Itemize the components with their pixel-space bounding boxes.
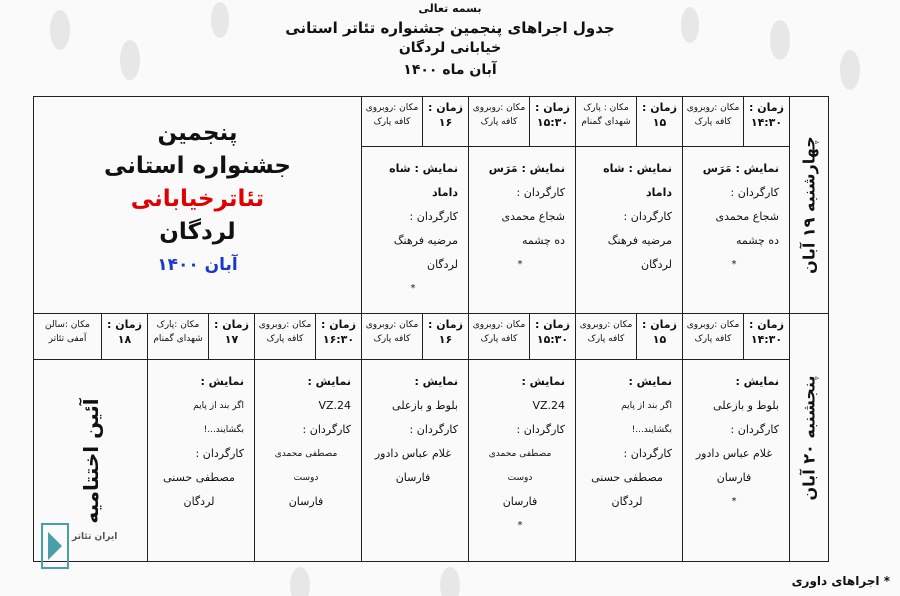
- time-value: ۱۴:۳۰: [750, 116, 783, 129]
- poster-line4: لردگان: [159, 219, 236, 245]
- city: لردگان: [183, 495, 215, 508]
- day1-label: [790, 97, 829, 314]
- time-label: زمان :: [428, 318, 463, 331]
- day2-slot1-time: [744, 314, 790, 360]
- place-label: مکان :روبروی: [579, 320, 633, 330]
- day2-slot7-place: [34, 314, 102, 360]
- show-label: نمایش :: [521, 375, 565, 388]
- show-title: بلوط و بازعلی: [392, 399, 458, 412]
- director-label: کارگردان :: [516, 423, 565, 436]
- time-label: زمان :: [749, 101, 784, 114]
- director-name: مصطفی محمدی دوست: [488, 449, 552, 483]
- show-title: نمایش : شاه داماد: [389, 162, 458, 199]
- day1-slot4-place: [362, 97, 423, 147]
- jury-star: *: [517, 520, 523, 531]
- day1-slot2-place: [576, 97, 637, 147]
- place-value: کافه پارک: [587, 334, 625, 344]
- city: فارسان: [395, 471, 431, 484]
- place-value: کافه پارک: [694, 117, 732, 127]
- time-value: ۱۵: [652, 333, 667, 346]
- closing-label: آئین اختتامیه: [78, 397, 103, 524]
- show-title: نمایش : مَرَس: [488, 162, 565, 175]
- place-label: مکان :روبروی: [365, 103, 419, 113]
- day1-slot3-show: [469, 147, 576, 314]
- director-name: مصطفی حسنی: [163, 471, 235, 484]
- time-value: ۱۷: [224, 333, 239, 346]
- show-title: VZ.24: [318, 399, 351, 412]
- time-label: زمان :: [214, 318, 249, 331]
- day2-slot3-time: [530, 314, 576, 360]
- day1-slot2-time: [637, 97, 683, 147]
- day1-slot1-time: [744, 97, 790, 147]
- place-value: کافه پارک: [373, 334, 411, 344]
- day2-label: [790, 314, 829, 562]
- show-title: نمایش : مَرَس: [702, 162, 779, 175]
- iran-theater-logo-icon: [40, 522, 70, 570]
- day1-slot4-show: [362, 147, 469, 314]
- day1-name: چهارشنبه ۱۹ آبان: [799, 136, 819, 274]
- place-value: کافه پارک: [480, 117, 518, 127]
- jury-star: *: [731, 259, 737, 270]
- place-label: مکان :روبروی: [472, 320, 526, 330]
- director-label: کارگردان :: [623, 447, 672, 460]
- day2-slot6-place: [148, 314, 209, 360]
- director-label: کارگردان :: [623, 210, 672, 223]
- show-title: اگر بند از پایم بگشایند...!: [621, 401, 672, 435]
- schedule-table: [33, 96, 829, 562]
- jury-star: *: [517, 259, 523, 270]
- day2-slot4-show: [362, 360, 469, 562]
- city: فارسان: [716, 471, 752, 484]
- place-label: مکان :پارک: [156, 320, 200, 330]
- place-label: مکان :روبروی: [365, 320, 419, 330]
- place-label: مکان :روبروی: [686, 320, 740, 330]
- place-value: آمفی تئاتر: [48, 334, 87, 344]
- day2-slot5-time: [316, 314, 362, 360]
- place-value: شهدای گمنام: [581, 117, 631, 127]
- show-title: بلوط و بازعلی: [713, 399, 779, 412]
- director-name: غلام عباس دادور: [695, 447, 773, 460]
- day2-slot4-time: [423, 314, 469, 360]
- director-name: مرضیه فرهنگ: [607, 234, 672, 247]
- time-value: ۱۵: [652, 116, 667, 129]
- header-title: جدول اجراهای پنجمین جشنواره تئاتر استانی: [285, 19, 615, 37]
- time-label: زمان :: [428, 101, 463, 114]
- time-label: زمان :: [321, 318, 356, 331]
- day2-slot3-place: [469, 314, 530, 360]
- day1-slot2-show: [576, 147, 683, 314]
- day2-slot6-time: [209, 314, 255, 360]
- city: ده چشمه: [735, 234, 779, 247]
- day2-slot2-time: [637, 314, 683, 360]
- place-label: مکان : پارک: [583, 103, 629, 113]
- show-title: VZ.24: [532, 399, 565, 412]
- time-label: زمان :: [642, 318, 677, 331]
- watermark-text: ایران تئاتر: [72, 532, 118, 542]
- poster-line1: پنجمین: [157, 120, 238, 146]
- place-value: کافه پارک: [694, 334, 732, 344]
- day2-slot5-place: [255, 314, 316, 360]
- director-name: مصطفی محمدی دوست: [274, 449, 338, 483]
- day2-slot4-place: [362, 314, 423, 360]
- city: لردگان: [641, 258, 672, 271]
- jury-star: *: [731, 496, 737, 507]
- header-basmala: بسمه تعالی: [418, 2, 482, 15]
- city: لردگان: [611, 495, 643, 508]
- show-title: نمایش : شاه داماد: [603, 162, 672, 199]
- festival-poster: [34, 97, 362, 314]
- place-label: مکان :روبروی: [686, 103, 740, 113]
- director-label: کارگردان :: [409, 423, 458, 436]
- city: فارسان: [288, 495, 324, 508]
- place-value: کافه پارک: [266, 334, 304, 344]
- day2-slot7-time: [102, 314, 148, 360]
- director-name: شجاع محمدی: [715, 210, 779, 223]
- day1-slot1-place: [683, 97, 744, 147]
- time-value: ۱۶: [438, 333, 453, 346]
- day1-slot3-time: [530, 97, 576, 147]
- director-name: شجاع محمدی: [501, 210, 565, 223]
- poster-line3: تئاترخیابانی: [130, 186, 265, 212]
- poster-line5: آبان ۱۴۰۰: [157, 255, 238, 275]
- director-label: کارگردان :: [195, 447, 244, 460]
- place-label: مکان :روبروی: [258, 320, 312, 330]
- show-label: نمایش :: [628, 375, 672, 388]
- director-name: مصطفی حسنی: [591, 471, 663, 484]
- director-label: کارگردان :: [409, 210, 458, 223]
- time-value: ۱۵:۳۰: [536, 333, 569, 346]
- place-label: مکان :سالن: [45, 320, 90, 330]
- place-value: کافه پارک: [480, 334, 518, 344]
- place-value: کافه پارک: [373, 117, 411, 127]
- time-label: زمان :: [535, 101, 570, 114]
- day1-slot4-time: [423, 97, 469, 147]
- header-date: آبان ماه ۱۴۰۰: [403, 62, 497, 78]
- place-label: مکان :روبروی: [472, 103, 526, 113]
- poster-line2: جشنواره استانی: [104, 153, 291, 179]
- time-value: ۱۶: [438, 116, 453, 129]
- time-label: زمان :: [107, 318, 142, 331]
- show-label: نمایش :: [735, 375, 779, 388]
- show-label: نمایش :: [414, 375, 458, 388]
- city: لردگان: [427, 258, 458, 271]
- day2-slot3-show: [469, 360, 576, 562]
- day2-slot2-show: [576, 360, 683, 562]
- day1-slot3-place: [469, 97, 530, 147]
- day2-slot6-show: [148, 360, 255, 562]
- show-label: نمایش :: [307, 375, 351, 388]
- show-label: نمایش :: [200, 375, 244, 388]
- jury-star: *: [410, 283, 416, 294]
- city: فارسان: [502, 495, 538, 508]
- day2-slot2-place: [576, 314, 637, 360]
- time-value: ۱۵:۳۰: [536, 116, 569, 129]
- director-name: مرضیه فرهنگ: [393, 234, 458, 247]
- jury-note: * اجراهای داوری: [791, 574, 890, 588]
- time-value: ۱۸: [117, 333, 132, 346]
- director-name: غلام عباس دادور: [374, 447, 452, 460]
- time-label: زمان :: [749, 318, 784, 331]
- city: ده چشمه: [521, 234, 565, 247]
- director-label: کارگردان :: [302, 423, 351, 436]
- day2-slot1-show: [683, 360, 790, 562]
- day2-slot1-place: [683, 314, 744, 360]
- day1-slot1-show: [683, 147, 790, 314]
- show-title: اگر بند از پایم بگشایند...!: [193, 401, 244, 435]
- director-label: کارگردان :: [730, 423, 779, 436]
- director-label: کارگردان :: [730, 186, 779, 199]
- header-subtitle: خیابانی لردگان: [398, 40, 502, 56]
- time-value: ۱۴:۳۰: [750, 333, 783, 346]
- time-label: زمان :: [642, 101, 677, 114]
- director-label: کارگردان :: [516, 186, 565, 199]
- day2-name: پنجشنبه ۲۰ آبان: [799, 375, 819, 500]
- time-label: زمان :: [535, 318, 570, 331]
- place-value: شهدای گمنام: [153, 334, 203, 344]
- time-value: ۱۶:۳۰: [322, 333, 355, 346]
- day2-slot5-show: [255, 360, 362, 562]
